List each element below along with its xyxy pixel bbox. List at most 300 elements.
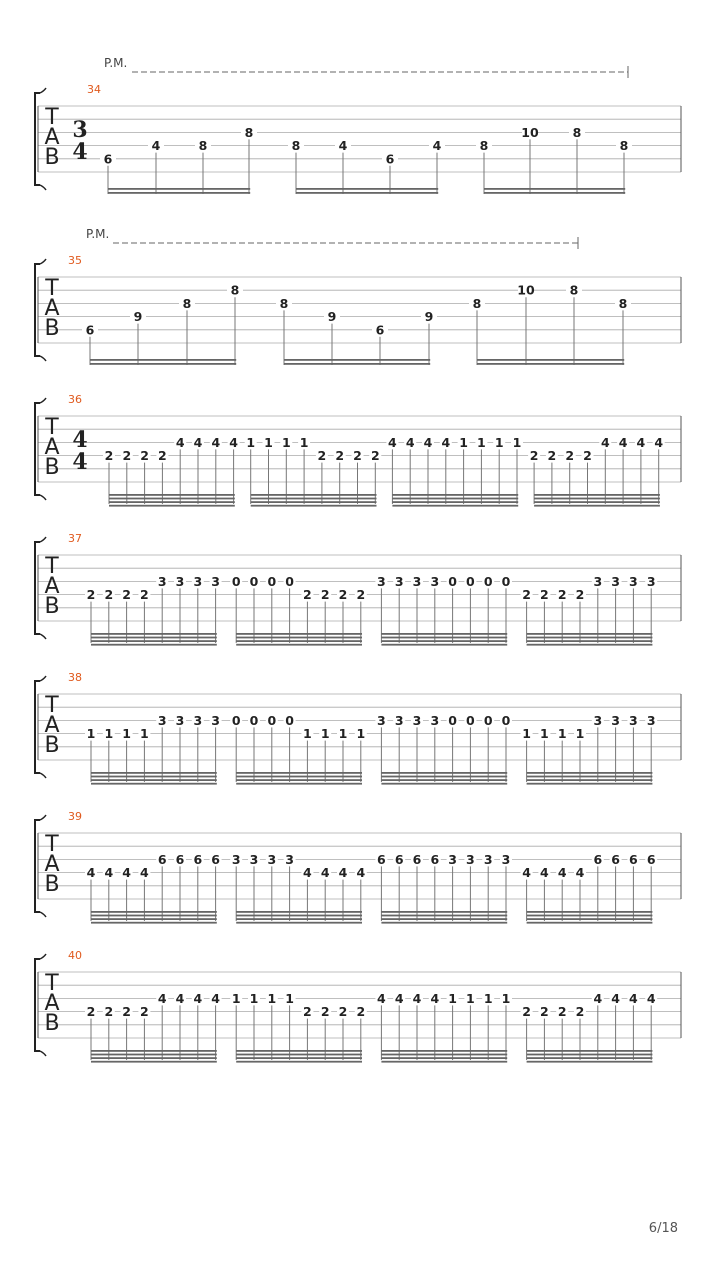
beam bbox=[527, 918, 653, 920]
beam bbox=[91, 1054, 217, 1056]
beam bbox=[236, 1057, 362, 1059]
fret-number: 4 bbox=[356, 865, 366, 881]
beam bbox=[236, 1061, 362, 1063]
beam bbox=[91, 1050, 217, 1052]
fret-number: 4 bbox=[86, 865, 96, 881]
fret-number: 3 bbox=[267, 851, 277, 867]
beam bbox=[236, 783, 362, 785]
fret-number: 6 bbox=[157, 851, 167, 867]
fret-number: 4 bbox=[629, 990, 638, 1006]
fret-number: 1 bbox=[356, 726, 366, 742]
bracket-hook-bottom bbox=[40, 185, 46, 190]
fret-number: 8 bbox=[479, 138, 489, 154]
tab-clef-letter: T bbox=[45, 105, 59, 130]
tab-clef-letter: T bbox=[45, 693, 59, 718]
fret-number: 2 bbox=[575, 1004, 585, 1020]
fret-number: 2 bbox=[557, 587, 567, 603]
measure-number: 38 bbox=[68, 671, 82, 684]
beam bbox=[236, 772, 362, 774]
fret-number: 8 bbox=[572, 124, 582, 140]
fret-number: 2 bbox=[303, 587, 312, 603]
fret-number: 2 bbox=[522, 587, 531, 603]
palm-mute-label: P.M. bbox=[104, 56, 128, 70]
bracket-hook-top bbox=[40, 954, 46, 959]
fret-number: 3 bbox=[629, 573, 638, 589]
beam bbox=[236, 911, 362, 913]
fret-number: 0 bbox=[501, 573, 511, 589]
tab-clef-letter: B bbox=[44, 872, 60, 897]
beam bbox=[91, 918, 217, 920]
beam bbox=[534, 501, 660, 503]
fret-number: 2 bbox=[122, 1004, 131, 1020]
fret-number: 2 bbox=[583, 448, 592, 464]
tab-clef-letter: A bbox=[44, 435, 60, 460]
time-signature-bottom: 4 bbox=[72, 139, 88, 165]
tab-clef-letter: T bbox=[45, 832, 59, 857]
beam bbox=[108, 192, 250, 194]
fret-number: 0 bbox=[483, 712, 493, 728]
fret-number: 3 bbox=[394, 573, 404, 589]
beam bbox=[91, 637, 217, 639]
fret-number: 8 bbox=[472, 295, 482, 311]
fret-number: 1 bbox=[557, 726, 567, 742]
fret-number: 1 bbox=[338, 726, 348, 742]
beam bbox=[236, 918, 362, 920]
fret-number: 0 bbox=[501, 712, 511, 728]
beam bbox=[527, 637, 653, 639]
tab-clef-letter: A bbox=[44, 852, 60, 877]
beam bbox=[381, 1057, 507, 1059]
fret-number: 1 bbox=[285, 990, 294, 1006]
fret-number: 2 bbox=[575, 587, 585, 603]
time-signature-top: 3 bbox=[72, 117, 88, 143]
fret-number: 4 bbox=[122, 865, 131, 881]
tab-system bbox=[35, 56, 681, 194]
fret-number: 1 bbox=[501, 990, 511, 1006]
fret-number: 4 bbox=[211, 990, 220, 1006]
fret-number: 3 bbox=[211, 712, 220, 728]
tab-clef-letter: T bbox=[45, 276, 59, 301]
fret-number: 1 bbox=[281, 434, 291, 450]
tab-clef-letter: A bbox=[44, 125, 60, 150]
fret-number: 9 bbox=[424, 309, 434, 325]
beam bbox=[534, 498, 660, 500]
fret-number: 1 bbox=[140, 726, 149, 742]
fret-number: 6 bbox=[385, 151, 395, 167]
bracket-hook-bottom bbox=[40, 773, 46, 778]
bracket-hook-bottom bbox=[40, 912, 46, 917]
beam bbox=[477, 363, 624, 365]
fret-number: 3 bbox=[448, 851, 457, 867]
fret-number: 6 bbox=[430, 851, 440, 867]
tab-clef-letter: A bbox=[44, 296, 60, 321]
beam bbox=[527, 1061, 653, 1063]
beam bbox=[236, 776, 362, 778]
beam bbox=[534, 505, 660, 507]
fret-number: 4 bbox=[441, 434, 451, 450]
fret-number: 1 bbox=[320, 726, 330, 742]
fret-number: 1 bbox=[466, 990, 475, 1006]
tab-clef-letter: B bbox=[44, 455, 60, 480]
fret-number: 3 bbox=[466, 851, 475, 867]
fret-number: 4 bbox=[388, 434, 397, 450]
fret-number: 3 bbox=[430, 712, 440, 728]
beam bbox=[527, 640, 653, 642]
fret-number: 2 bbox=[86, 587, 96, 603]
fret-number: 4 bbox=[575, 865, 585, 881]
fret-number: 1 bbox=[299, 434, 309, 450]
fret-number: 4 bbox=[229, 434, 238, 450]
beam bbox=[381, 779, 507, 781]
fret-number: 6 bbox=[593, 851, 603, 867]
fret-number: 4 bbox=[557, 865, 567, 881]
bracket-hook-top bbox=[40, 259, 46, 264]
tab-clef-letter: T bbox=[45, 971, 59, 996]
fret-number: 4 bbox=[618, 434, 628, 450]
fret-number: 1 bbox=[231, 990, 241, 1006]
tab-clef-letter: T bbox=[45, 554, 59, 579]
beam bbox=[527, 644, 653, 646]
fret-number: 2 bbox=[529, 448, 539, 464]
tab-clef-letter: B bbox=[44, 316, 60, 341]
fret-number: 6 bbox=[611, 851, 620, 867]
beam bbox=[91, 633, 217, 635]
tab-system bbox=[35, 227, 681, 365]
fret-number: 2 bbox=[540, 587, 549, 603]
fret-number: 3 bbox=[193, 573, 203, 589]
fret-number: 3 bbox=[394, 712, 404, 728]
beam bbox=[484, 188, 625, 190]
beam bbox=[236, 779, 362, 781]
beam bbox=[236, 1050, 362, 1052]
fret-number: 4 bbox=[405, 434, 415, 450]
beam bbox=[91, 1061, 217, 1063]
fret-number: 0 bbox=[231, 712, 241, 728]
fret-number: 3 bbox=[157, 573, 167, 589]
beam bbox=[484, 192, 625, 194]
beam bbox=[527, 1054, 653, 1056]
fret-number: 8 bbox=[619, 138, 629, 154]
fret-number: 3 bbox=[175, 712, 185, 728]
bracket-hook-top bbox=[40, 676, 46, 681]
fret-number: 2 bbox=[104, 1004, 114, 1020]
fret-number: 0 bbox=[267, 712, 277, 728]
fret-number: 4 bbox=[175, 434, 185, 450]
beam bbox=[527, 776, 653, 778]
fret-number: 2 bbox=[338, 1004, 348, 1020]
fret-number: 3 bbox=[249, 851, 259, 867]
fret-number: 8 bbox=[279, 295, 289, 311]
fret-number: 1 bbox=[448, 990, 457, 1006]
fret-number: 2 bbox=[104, 587, 114, 603]
fret-number: 3 bbox=[412, 573, 422, 589]
fret-number: 4 bbox=[394, 990, 404, 1006]
fret-number: 0 bbox=[466, 573, 475, 589]
beam bbox=[284, 363, 430, 365]
fret-number: 4 bbox=[540, 865, 549, 881]
fret-number: 9 bbox=[327, 309, 337, 325]
beam bbox=[392, 494, 518, 496]
fret-number: 3 bbox=[501, 851, 511, 867]
fret-number: 1 bbox=[522, 726, 531, 742]
fret-number: 1 bbox=[303, 726, 312, 742]
fret-number: 3 bbox=[611, 712, 620, 728]
tab-system bbox=[35, 810, 681, 924]
fret-number: 1 bbox=[459, 434, 468, 450]
fret-number: 1 bbox=[512, 434, 522, 450]
measure-number: 39 bbox=[68, 810, 82, 823]
fret-number: 8 bbox=[182, 295, 192, 311]
beam bbox=[91, 1057, 217, 1059]
tab-system bbox=[35, 671, 681, 785]
beam bbox=[91, 915, 217, 917]
beam bbox=[236, 640, 362, 642]
fret-number: 2 bbox=[86, 1004, 96, 1020]
fret-number: 1 bbox=[249, 990, 259, 1006]
fret-number: 6 bbox=[412, 851, 422, 867]
fret-number: 2 bbox=[140, 587, 149, 603]
beam bbox=[284, 359, 430, 361]
tab-clef-letter: B bbox=[44, 594, 60, 619]
measure-number: 35 bbox=[68, 254, 82, 267]
fret-number: 4 bbox=[593, 990, 603, 1006]
beam bbox=[392, 501, 518, 503]
fret-number: 8 bbox=[244, 124, 254, 140]
fret-number: 3 bbox=[629, 712, 638, 728]
beam bbox=[381, 776, 507, 778]
fret-number: 3 bbox=[611, 573, 620, 589]
bracket-hook-bottom bbox=[40, 356, 46, 361]
fret-number: 3 bbox=[430, 573, 440, 589]
fret-number: 2 bbox=[303, 1004, 312, 1020]
beam bbox=[91, 922, 217, 924]
bracket-hook-top bbox=[40, 537, 46, 542]
fret-number: 4 bbox=[211, 434, 221, 450]
fret-number: 4 bbox=[104, 865, 114, 881]
fret-number: 4 bbox=[636, 434, 646, 450]
beam bbox=[527, 783, 653, 785]
beam bbox=[381, 633, 507, 635]
fret-number: 2 bbox=[140, 448, 149, 464]
tab-clef-letter: B bbox=[44, 1011, 60, 1036]
beam bbox=[527, 922, 653, 924]
beam bbox=[91, 776, 217, 778]
tab-clef-letter: A bbox=[44, 991, 60, 1016]
fret-number: 4 bbox=[193, 990, 203, 1006]
beam bbox=[91, 640, 217, 642]
fret-number: 0 bbox=[285, 573, 294, 589]
beam bbox=[251, 501, 377, 503]
fret-number: 4 bbox=[522, 865, 531, 881]
fret-number: 4 bbox=[646, 990, 656, 1006]
bracket-hook-top bbox=[40, 88, 46, 93]
fret-number: 6 bbox=[629, 851, 638, 867]
beam bbox=[527, 911, 653, 913]
tab-system bbox=[35, 532, 681, 646]
fret-number: 0 bbox=[231, 573, 241, 589]
fret-number: 4 bbox=[430, 990, 440, 1006]
beam bbox=[109, 501, 235, 503]
fret-number: 2 bbox=[565, 448, 575, 464]
fret-number: 10 bbox=[517, 282, 535, 298]
fret-number: 8 bbox=[198, 138, 208, 154]
beam bbox=[534, 494, 660, 496]
beam bbox=[236, 915, 362, 917]
measure-number: 34 bbox=[87, 83, 101, 96]
beam bbox=[108, 188, 250, 190]
beam bbox=[381, 1061, 507, 1063]
beam bbox=[477, 359, 624, 361]
fret-number: 3 bbox=[593, 573, 603, 589]
fret-number: 1 bbox=[477, 434, 486, 450]
tab-clef-letter: A bbox=[44, 713, 60, 738]
fret-number: 4 bbox=[412, 990, 422, 1006]
fret-number: 0 bbox=[249, 712, 259, 728]
beam bbox=[381, 911, 507, 913]
beam bbox=[109, 505, 235, 507]
fret-number: 4 bbox=[157, 990, 167, 1006]
fret-number: 2 bbox=[338, 587, 348, 603]
palm-mute-label: P.M. bbox=[86, 227, 110, 241]
fret-number: 4 bbox=[338, 138, 348, 154]
beam bbox=[251, 494, 377, 496]
fret-number: 0 bbox=[267, 573, 277, 589]
beam bbox=[236, 1054, 362, 1056]
fret-number: 10 bbox=[521, 124, 539, 140]
beam bbox=[90, 359, 236, 361]
time-signature-bottom: 4 bbox=[72, 449, 88, 475]
fret-number: 8 bbox=[618, 295, 628, 311]
fret-number: 4 bbox=[338, 865, 348, 881]
fret-number: 0 bbox=[466, 712, 475, 728]
fret-number: 4 bbox=[611, 990, 620, 1006]
fret-number: 2 bbox=[317, 448, 327, 464]
fret-number: 2 bbox=[335, 448, 345, 464]
beam bbox=[381, 915, 507, 917]
beam bbox=[381, 922, 507, 924]
fret-number: 8 bbox=[569, 282, 579, 298]
fret-number: 1 bbox=[483, 990, 493, 1006]
beam bbox=[236, 633, 362, 635]
fret-number: 1 bbox=[104, 726, 114, 742]
tab-system bbox=[35, 393, 681, 507]
beam bbox=[296, 188, 438, 190]
fret-number: 2 bbox=[140, 1004, 149, 1020]
beam bbox=[381, 644, 507, 646]
fret-number: 4 bbox=[175, 990, 185, 1006]
fret-number: 4 bbox=[432, 138, 442, 154]
fret-number: 1 bbox=[122, 726, 131, 742]
beam bbox=[236, 922, 362, 924]
fret-number: 4 bbox=[377, 990, 386, 1006]
beam bbox=[381, 772, 507, 774]
fret-number: 6 bbox=[375, 322, 385, 338]
fret-number: 3 bbox=[646, 573, 656, 589]
beam bbox=[251, 498, 377, 500]
beam bbox=[381, 918, 507, 920]
fret-number: 3 bbox=[175, 573, 185, 589]
fret-number: 2 bbox=[356, 1004, 366, 1020]
fret-number: 4 bbox=[303, 865, 312, 881]
fret-number: 3 bbox=[412, 712, 422, 728]
fret-number: 4 bbox=[320, 865, 330, 881]
beam bbox=[527, 779, 653, 781]
fret-number: 0 bbox=[448, 573, 457, 589]
beam bbox=[91, 783, 217, 785]
beam bbox=[91, 779, 217, 781]
beam bbox=[91, 772, 217, 774]
fret-number: 1 bbox=[540, 726, 549, 742]
fret-number: 3 bbox=[193, 712, 203, 728]
fret-number: 2 bbox=[522, 1004, 531, 1020]
bracket-hook-bottom bbox=[40, 1051, 46, 1056]
fret-number: 2 bbox=[122, 587, 131, 603]
fret-number: 3 bbox=[157, 712, 167, 728]
beam bbox=[527, 633, 653, 635]
tab-system bbox=[35, 949, 681, 1063]
fret-number: 4 bbox=[151, 138, 161, 154]
beam bbox=[251, 505, 377, 507]
beam bbox=[90, 363, 236, 365]
fret-number: 6 bbox=[377, 851, 386, 867]
fret-number: 6 bbox=[175, 851, 185, 867]
time-signature-top: 4 bbox=[72, 427, 88, 453]
beam bbox=[381, 640, 507, 642]
fret-number: 3 bbox=[483, 851, 493, 867]
fret-number: 1 bbox=[86, 726, 96, 742]
tab-clef-letter: T bbox=[45, 415, 59, 440]
fret-number: 2 bbox=[353, 448, 362, 464]
fret-number: 0 bbox=[285, 712, 294, 728]
fret-number: 2 bbox=[540, 1004, 549, 1020]
fret-number: 2 bbox=[320, 1004, 330, 1020]
fret-number: 0 bbox=[483, 573, 493, 589]
beam bbox=[236, 637, 362, 639]
fret-number: 2 bbox=[320, 587, 330, 603]
fret-number: 3 bbox=[231, 851, 241, 867]
fret-number: 8 bbox=[230, 282, 240, 298]
beam bbox=[527, 1057, 653, 1059]
beam bbox=[296, 192, 438, 194]
fret-number: 4 bbox=[423, 434, 433, 450]
page-number: 6/18 bbox=[648, 1221, 678, 1236]
fret-number: 1 bbox=[267, 990, 277, 1006]
fret-number: 0 bbox=[249, 573, 259, 589]
fret-number: 4 bbox=[193, 434, 203, 450]
fret-number: 6 bbox=[103, 151, 113, 167]
fret-number: 2 bbox=[104, 448, 114, 464]
fret-number: 6 bbox=[211, 851, 220, 867]
fret-number: 3 bbox=[285, 851, 294, 867]
measure-number: 37 bbox=[68, 532, 82, 545]
bracket-hook-bottom bbox=[40, 634, 46, 639]
fret-number: 1 bbox=[494, 434, 504, 450]
beam bbox=[381, 637, 507, 639]
fret-number: 1 bbox=[575, 726, 585, 742]
fret-number: 2 bbox=[370, 448, 380, 464]
tab-clef-letter: B bbox=[44, 733, 60, 758]
fret-number: 1 bbox=[264, 434, 273, 450]
fret-number: 2 bbox=[547, 448, 557, 464]
bracket-hook-top bbox=[40, 815, 46, 820]
fret-number: 3 bbox=[646, 712, 656, 728]
fret-number: 2 bbox=[158, 448, 167, 464]
tab-clef-letter: B bbox=[44, 145, 60, 170]
fret-number: 1 bbox=[246, 434, 256, 450]
beam bbox=[91, 644, 217, 646]
fret-number: 6 bbox=[394, 851, 404, 867]
beam bbox=[527, 915, 653, 917]
